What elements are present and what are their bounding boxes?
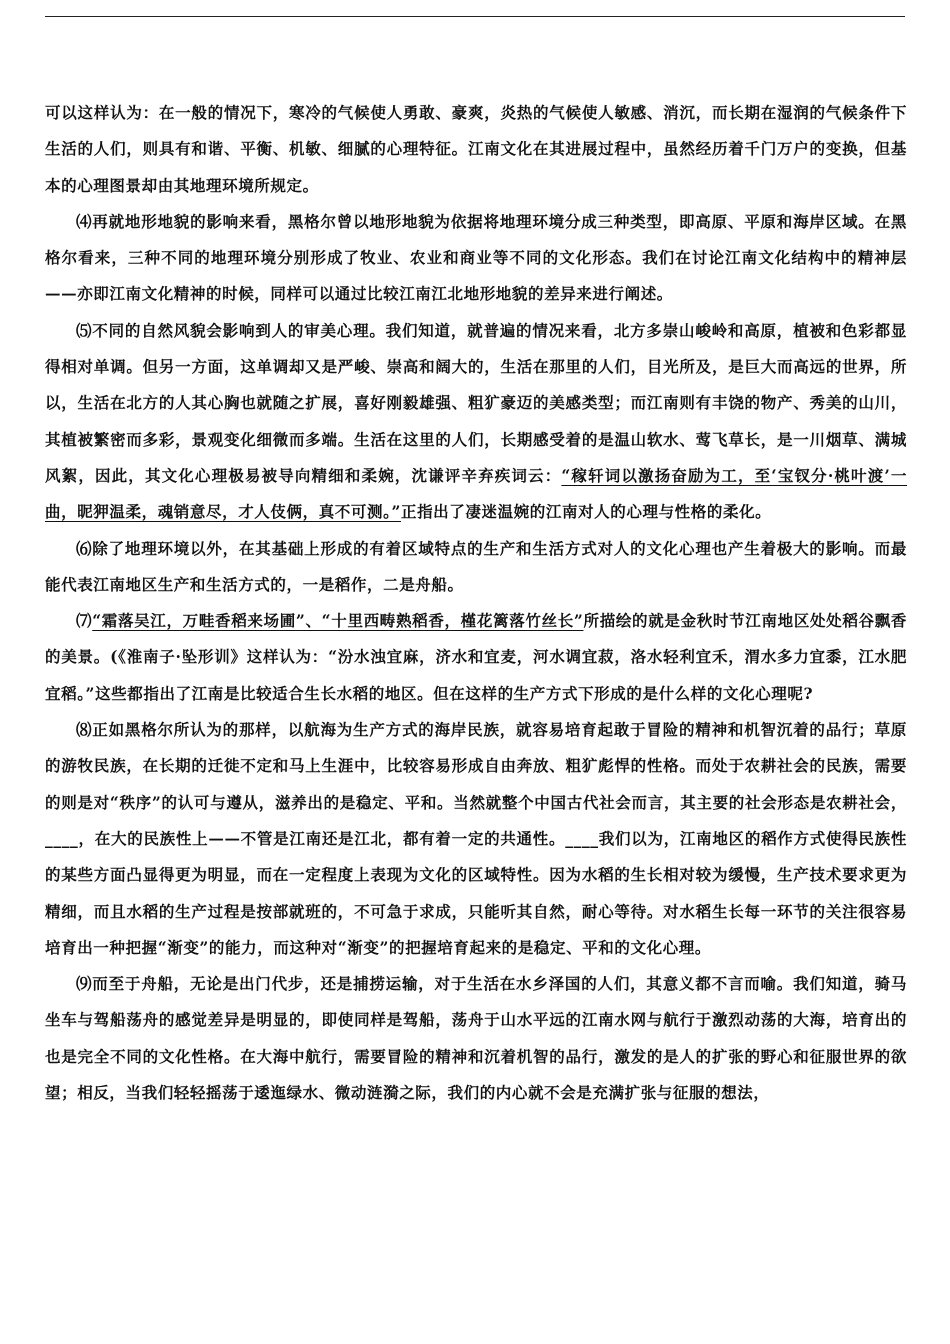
paragraph-7 [45, 603, 907, 712]
paragraph-6 [45, 531, 907, 604]
text-segment: 我们以为，江南地区的稻作方式使得民族性的某些方面凸显得更为明显，而在一定程度上表现为文化的区域特性。因为水稻的生长相对较为缓慢，生产技术要求更为精细，而且水稻的生产过程是按部就班的，不可急于求成，只能听其自然，耐心等待。对水稻生长每一环节的关注很容易培育出一种把握“渐变”的能力，而这种对“渐变”的把握培育起来的是稳定、平和的文化心理。 [45, 828, 907, 957]
underlined-quote: “稼轩词以激扬奋励为工，至‘宝钗分·桃叶渡’一曲，昵狎温柔，魂销意尽，才人伎俩，真不可测。” [45, 465, 908, 522]
text-segment: 正指出了凄迷温婉的江南对人的心理与性格的柔化。 [400, 502, 772, 522]
paragraph-5 [45, 313, 907, 531]
text-segment: ，在大的民族性上——不管是江南还是江北，都有着一定的共通性。 [78, 828, 566, 848]
text-segment: 所描绘的就是金秋时节江南地区处处稻谷飘香的美景。(《淮南子·坠形训》这样认为：“汾水浊宜麻，济水和宜麦，河水调宜菽，洛水轻利宜禾，渭水多力宜黍，江水肥宜稻。”这些都指出了江南是比较适合生长水稻的地区。但在这样的生产方式下形成的是什么样的文化心理呢? [45, 611, 907, 703]
header-rule [45, 16, 905, 17]
underlined-quote: “霜落吴江，万畦香稻来场圃”、“十里西畴熟稻香，槿花篱落竹丝长” [92, 611, 584, 631]
text-segment: ⑹除了地理环境以外，在其基础上形成的有着区域特点的生产和生活方式对人的文化心理也产生着极大的影响。而最能代表江南地区生产和生活方式的，一是稻作，二是舟船。 [45, 538, 907, 594]
text-segment: ⑸不同的自然风貌会影响到人的审美心理。我们知道，就普遍的情况来看，北方多崇山峻岭和高原，植被和色彩都显得相对单调。但另一方面，这单调却又是严峻、崇高和阔大的，生活在那里的人们，目光所及，是巨大而高远的世界，所以，生活在北方的人其心胸也就随之扩展，喜好刚毅雄强、粗犷豪迈的美感类型；而江南则有丰饶的物产、秀美的山川，其植被繁密而多彩，景观变化细微而多端。生活在这里的人们，长期感受着的是温山软水、莺飞草长，是一川烟草、满城风絮，因此，其文化心理极易被导向精细和柔婉，沈谦评辛弃疾词云： [45, 320, 907, 485]
paragraph-8 [45, 712, 907, 966]
paragraph-4 [45, 204, 907, 313]
text-segment: ⑺ [76, 611, 93, 631]
text-segment: 可以这样认为：在一般的情况下，寒冷的气候使人勇敢、豪爽，炎热的气候使人敏感、消沉，而长期在湿润的气候条件下生活的人们，则具有和谐、平衡、机敏、细腻的心理特征。江南文化在其进展过程中，虽然经历着千门万户的变换，但基本的心理图景却由其地理环境所规定。 [45, 103, 907, 195]
text-segment: ____ [45, 828, 79, 848]
text-segment: ⑼而至于舟船，无论是出门代步，还是捕捞运输，对于生活在水乡泽国的人们，其意义都不言而喻。我们知道，骑马坐车与驾船荡舟的感觉差异是明显的，即使同样是驾船，荡舟于山水平远的江南水网与航行于激烈动荡的大海，培育出的也是完全不同的文化性格。在大海中航行，需要冒险的精神和沉着机智的品行，激发的是人的扩张的野心和征服世界的欲望；相反，当我们轻轻摇荡于逶迤绿水、微动涟漪之际，我们的内心就不会是充满扩张与征服的想法， [45, 974, 907, 1103]
text-segment: ⑻正如黑格尔所认为的那样，以航海为生产方式的海岸民族，就容易培育起敢于冒险的精神和机智沉着的品行；草原的游牧民族，在长期的迁徙不定和马上生涯中，比较容易形成自由奔放、粗犷彪悍的性格。而处于农耕社会的民族，需要的则是对“秩序”的认可与遵从，滋养出的是稳定、平和。当然就整个中国古代社会而言，其主要的社会形态是农耕社会， [45, 720, 907, 812]
text-segment: ____ [565, 828, 599, 848]
document-body [45, 95, 907, 1111]
text-segment: ⑷再就地形地貌的影响来看，黑格尔曾以地形地貌为依据将地理环境分成三种类型，即高原、平原和海岸区域。在黑格尔看来，三种不同的地理环境分别形成了牧业、农业和商业等不同的文化形态。我们在讨论江南文化结构中的精神层——亦即江南文化精神的时候，同样可以通过比较江南江北地形地貌的差异来进行阐述。 [45, 211, 907, 304]
paragraph-9 [45, 966, 907, 1111]
paragraph-continuation [45, 95, 907, 204]
